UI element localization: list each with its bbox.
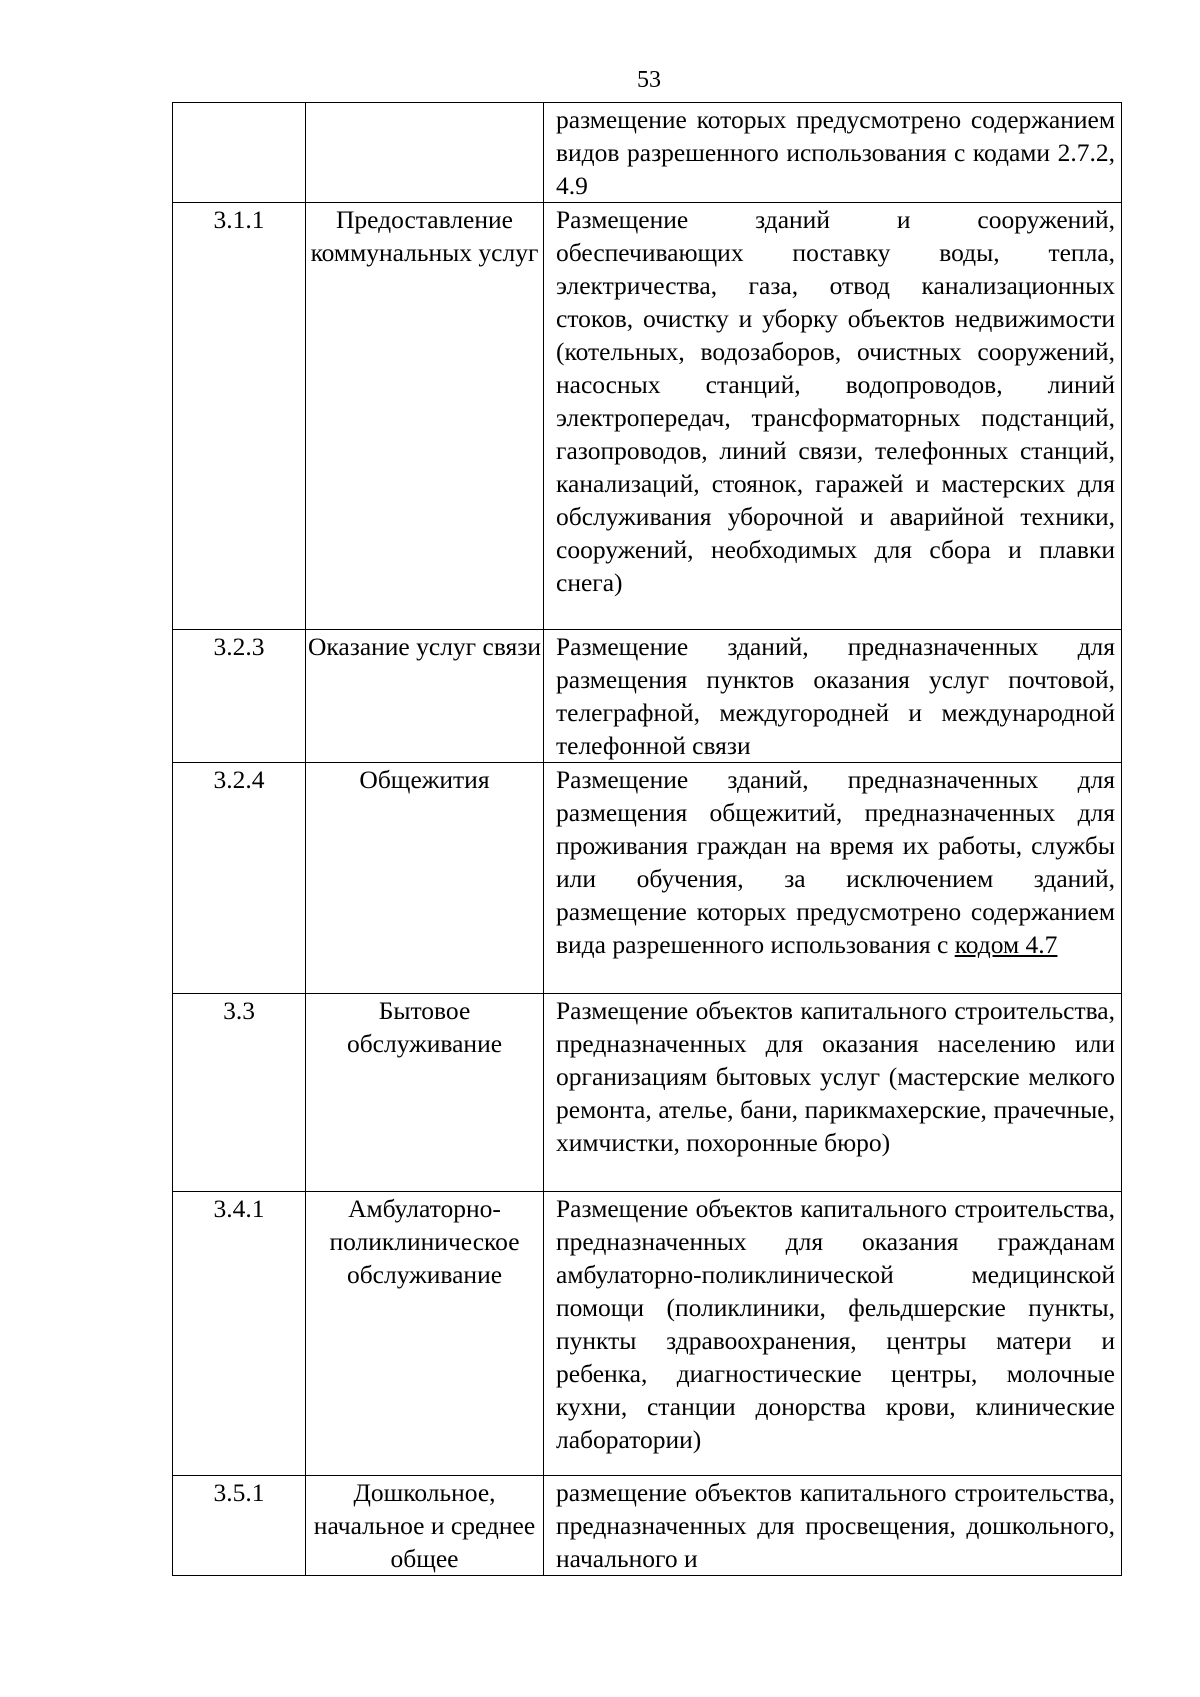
row-code: 3.5.1 — [173, 1476, 306, 1576]
row-name: Бытовое обслуживание — [306, 994, 544, 1192]
row-code: 3.1.1 — [173, 203, 306, 630]
row-code: 3.4.1 — [173, 1192, 306, 1476]
row-description: Размещение объектов капитального строительства, предназначенных для оказания гражданам амбулаторно-поликлинической медицинской помощи (поликлиники, фельдшерские пункты, пункты здравоохранения, центры матери и ребенка, диагностические центры, молочные кухни, станции донорства крови, клинические лаборатории) — [544, 1192, 1122, 1476]
row-name: Оказание услуг связи — [306, 630, 544, 763]
row-code: 3.2.3 — [173, 630, 306, 763]
row-description: размещение объектов капитального строительства, предназначенных для просвещения, дошкольного, начального и — [544, 1476, 1122, 1576]
row-code: 3.2.4 — [173, 763, 306, 994]
row-name: Дошкольное, начальное и среднее общее — [306, 1476, 544, 1576]
table-row — [173, 1476, 1122, 1576]
row-description: Размещение зданий и сооружений, обеспечивающих поставку воды, тепла, электричества, газа, отвод канализационных стоков, очистку и уборку объектов недвижимости (котельных, водозаборов, очистных сооружений, насосных станций, водопроводов, линий электропередач, трансформаторных подстанций, газопроводов, линий связи, телефонных станций, канализаций, стоянок, гаражей и мастерских для обслуживания уборочной и аварийной техники, сооружений, необходимых для сбора и плавки снега) — [544, 203, 1122, 630]
table-row — [173, 103, 1122, 203]
row-description: Размещение зданий, предназначенных для размещения пунктов оказания услуг почтовой, телеграфной, междугородней и международной телефонной связи — [544, 630, 1122, 763]
row-name: Амбулаторно-поликлиническое обслуживание — [306, 1192, 544, 1476]
row-name — [306, 103, 544, 203]
row-description: Размещение объектов капитального строительства, предназначенных для оказания населению или организациям бытовых услуг (мастерские мелкого ремонта, ателье, бани, парикмахерские, прачечные, химчистки, похоронные бюро) — [544, 994, 1122, 1192]
land-use-table — [172, 102, 1122, 1576]
row-description — [544, 763, 1122, 994]
row-code — [173, 103, 306, 203]
table-row — [173, 630, 1122, 763]
row-name: Предоставление коммунальных услуг — [306, 203, 544, 630]
table-row — [173, 994, 1122, 1192]
table-row — [173, 203, 1122, 630]
row-description-text: Размещение зданий, предназначенных для размещения общежитий, предназначенных для проживания граждан на время их работы, службы или обучения, за исключением зданий, размещение которых предусмотрено содержанием вида разрешенного использования с — [556, 765, 1115, 959]
row-description: размещение которых предусмотрено содержанием видов разрешенного использования с кодами 2.7.2, 4.9 — [544, 103, 1122, 203]
row-code: 3.3 — [173, 994, 306, 1192]
page-number: 53 — [637, 67, 661, 93]
code-reference-link[interactable]: кодом 4.7 — [954, 930, 1058, 959]
table-row — [173, 1192, 1122, 1476]
row-name: Общежития — [306, 763, 544, 994]
table-row — [173, 763, 1122, 994]
